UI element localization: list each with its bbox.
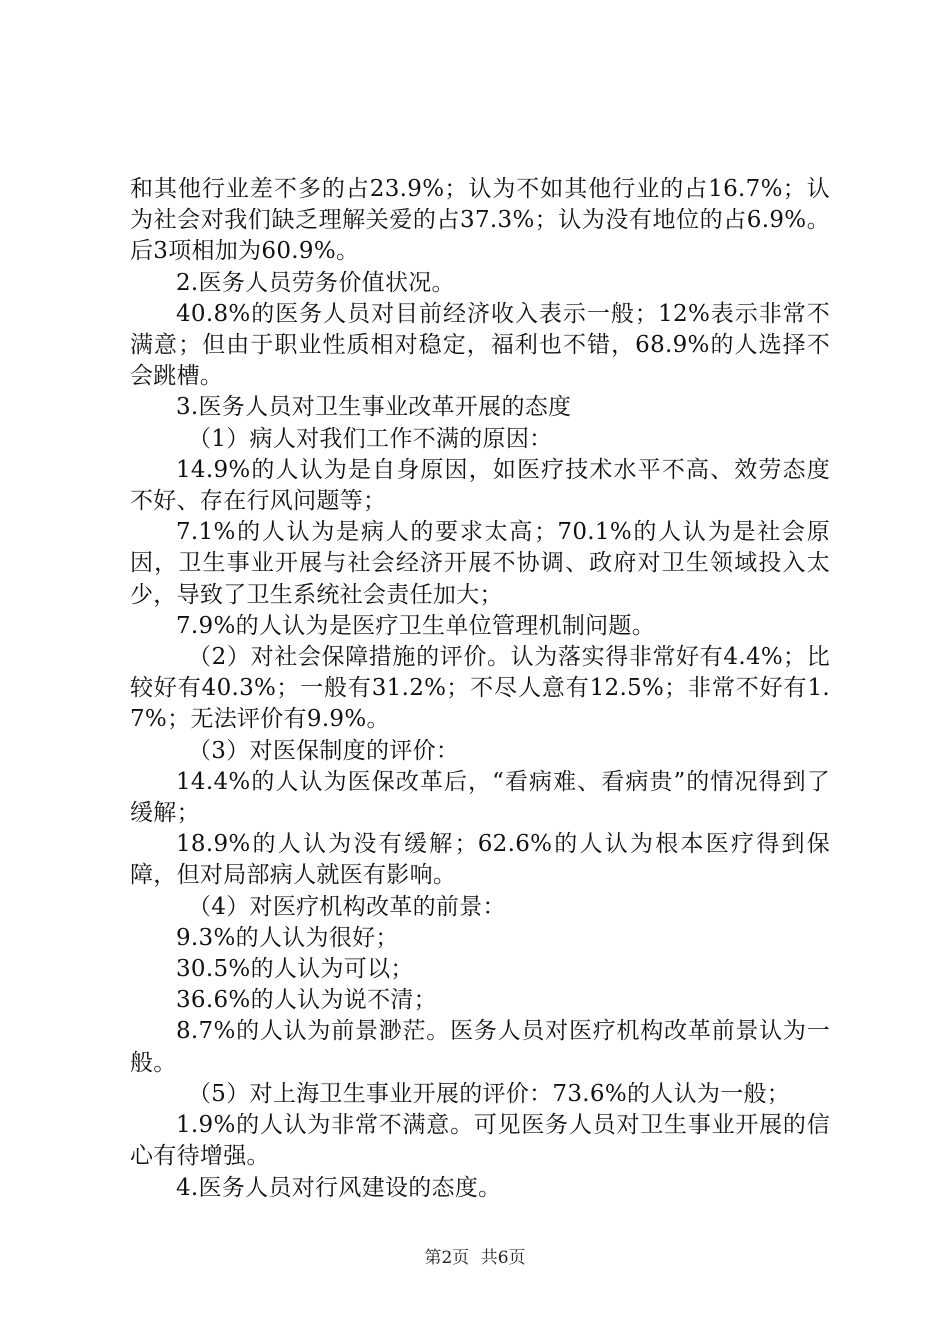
paragraph-3-1-a: 14.9%的人认为是自身原因，如医疗技术水平不高、效劳态度不好、存在行风问题等； [130, 456, 830, 515]
document-body [130, 174, 830, 1204]
subheading-3-3: （3）对医保制度的评价： [188, 737, 460, 764]
paragraph-3-5-b: 1.9%的人认为非常不满意。可见医务人员对卫生事业开展的信心有待增强。 [130, 1112, 830, 1170]
subheading-3-1: （1）病人对我们工作不满的原因： [188, 425, 553, 452]
paragraph-3-3-a: 14.4%的人认为医保改革后，“看病难、看病贵”的情况得到了缓解； [130, 768, 830, 827]
page-total: 共6页 [480, 1248, 526, 1268]
paragraph-3-3-b: 18.9%的人认为没有缓解；62.6%的人认为根本医疗得到保障，但对局部病人就医有影响。 [130, 831, 830, 889]
heading-section-4: 4.医务人员对行风建设的态度。 [176, 1174, 502, 1201]
paragraph-3-4-a: 9.3%的人认为很好； [176, 924, 399, 951]
paragraph-3-2: （2）对社会保障措施的评价。认为落实得非常好有4.4%；比较好有40.3%；一般有31.2%；不尽人意有12.5%；非常不好有1.7%；无法评价有9.9%。 [130, 644, 830, 733]
page-footer [0, 1243, 950, 1268]
heading-section-3: 3.医务人员对卫生事业改革开展的态度 [176, 394, 572, 421]
paragraph-3-4-d: 8.7%的人认为前景渺茫。医务人员对医疗机构改革前景认为一般。 [130, 1018, 830, 1076]
paragraph-3-1-b: 7.1%的人认为是病人的要求太高；70.1%的人认为是社会原因，卫生事业开展与社会经济开展不协调、政府对卫生领域投入太少，导致了卫生系统社会责任加大； [130, 519, 830, 608]
heading-section-2: 2.医务人员劳务价值状况。 [176, 269, 455, 296]
paragraph-3-1-c: 7.9%的人认为是医疗卫生单位管理机制问题。 [176, 612, 656, 639]
paragraph-3-4-c: 36.6%的人认为说不清； [176, 987, 437, 1014]
paragraph-income: 40.8%的医务人员对目前经济收入表示一般；12%表示非常不满意；但由于职业性质相对稳定，福利也不错，68.9%的人选择不会跳槽。 [130, 300, 830, 390]
subheading-3-4: （4）对医疗机构改革的前景： [188, 893, 506, 920]
paragraph-3-4-b: 30.5%的人认为可以； [176, 956, 414, 983]
paragraph-intro-continued: 和其他行业差不多的占23.9%；认为不如其他行业的占16.7%；认为社会对我们缺乏理解关爱的占37.3%；认为没有地位的占6.9%。后3项相加为60.9%。 [130, 176, 830, 265]
paragraph-3-5: （5）对上海卫生事业开展的评价：73.6%的人认为一般； [188, 1080, 791, 1107]
page-number: 第2页 [424, 1248, 470, 1268]
